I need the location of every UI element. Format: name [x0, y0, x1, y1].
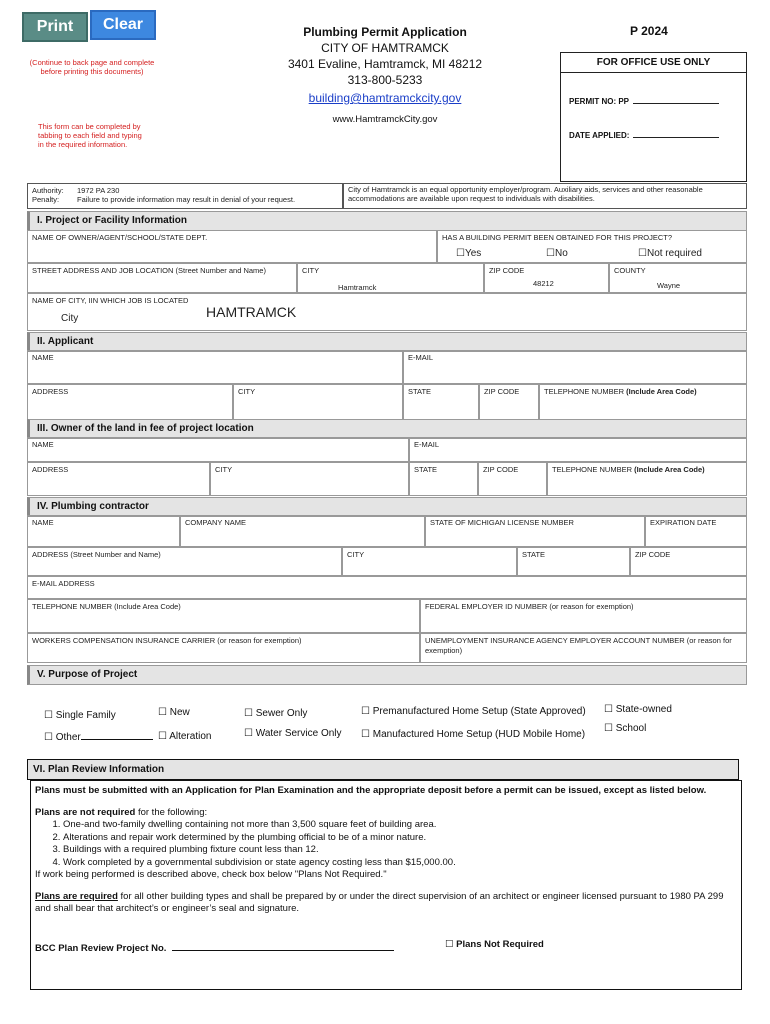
- bcc-project-field[interactable]: BCC Plan Review Project No.: [35, 943, 394, 956]
- exemption-item: 3. Buildings with a required plumbing fixture count less than 12.: [63, 844, 737, 857]
- job-zip-field[interactable]: ZIP CODE 48212: [484, 263, 609, 293]
- owner-land-name-field[interactable]: NAME: [27, 437, 409, 462]
- email-link[interactable]: building@hamtramckcity.gov: [308, 91, 462, 105]
- contractor-address-field[interactable]: ADDRESS (Street Number and Name): [27, 547, 342, 576]
- owner-land-email-field[interactable]: E-MAIL: [409, 437, 747, 462]
- owner-land-address-field[interactable]: ADDRESS: [27, 462, 210, 496]
- permit-obtained-field: HAS A BUILDING PERMIT BEEN OBTAINED FOR THIS PROJECT? ☐Yes ☐No ☐Not required: [437, 230, 747, 263]
- applicant-address-field[interactable]: ADDRESS: [27, 384, 233, 422]
- not-required-checkbox[interactable]: ☐Not required: [638, 248, 702, 259]
- contractor-email-field[interactable]: E-MAIL ADDRESS: [27, 576, 747, 599]
- other-checkbox[interactable]: ☐ Other: [44, 732, 153, 743]
- sewer-only-checkbox[interactable]: ☐ Sewer Only: [244, 708, 308, 719]
- contractor-city-field[interactable]: CITY: [342, 547, 517, 576]
- required-line: Plans are required for all other building types and shall be prepared by or under the direct supervision of an architect or engineer licensed pursuant to 1980 PA 299 and shall bear that architect’s or engineer’s seal and signature.: [35, 890, 724, 914]
- new-checkbox[interactable]: ☐ New: [158, 707, 190, 718]
- owner-land-zip-field[interactable]: ZIP CODE: [478, 462, 547, 496]
- not-required-line: Plans are not required for the following:: [35, 806, 208, 818]
- title-block: [240, 24, 530, 128]
- section-3-header: III. Owner of the land in fee of project location: [27, 419, 747, 439]
- owner-land-city-field[interactable]: CITY: [210, 462, 409, 496]
- applicant-state-field[interactable]: STATE: [403, 384, 479, 422]
- plan-review-box: [30, 780, 742, 990]
- owner-name-field[interactable]: NAME OF OWNER/AGENT/SCHOOL/STATE DEPT.: [27, 230, 437, 263]
- street-address-field[interactable]: STREET ADDRESS AND JOB LOCATION (Street Number and Name): [27, 263, 297, 293]
- yes-checkbox[interactable]: ☐Yes: [456, 248, 482, 259]
- exemption-list: [63, 819, 737, 869]
- exemption-item: 1. One-and two-family dwelling containing not more than 3,500 square feet of building area.: [63, 819, 737, 832]
- owner-land-state-field[interactable]: STATE: [409, 462, 478, 496]
- water-only-checkbox[interactable]: ☐ Water Service Only: [244, 728, 342, 739]
- contractor-name-field[interactable]: NAME: [27, 515, 180, 547]
- state-owned-checkbox[interactable]: ☐ State-owned: [604, 704, 672, 715]
- county-field[interactable]: COUNTY Wayne: [609, 263, 747, 293]
- plans-not-required-checkbox[interactable]: ☐ Plans Not Required: [445, 939, 544, 950]
- unemployment-field[interactable]: UNEMPLOYMENT INSURANCE AGENCY EMPLOYER ACCOUNT NUMBER (or reason for exemption): [420, 633, 747, 663]
- permit-no-field[interactable]: PERMIT NO: PP: [569, 97, 719, 106]
- premanufactured-checkbox[interactable]: ☐ Premanufactured Home Setup (State Approved): [361, 706, 586, 717]
- contractor-zip-field[interactable]: ZIP CODE: [630, 547, 747, 576]
- city-name: CITY OF HAMTRAMCK: [321, 41, 449, 55]
- contractor-fein-field[interactable]: FEDERAL EMPLOYER ID NUMBER (or reason for exemption): [420, 599, 747, 633]
- applicant-name-field[interactable]: NAME: [27, 350, 403, 384]
- form-title: Plumbing Permit Application: [303, 25, 467, 39]
- exemption-item: 2. Alterations and repair work determined by the plumbing official to be of a minor nature.: [63, 832, 737, 845]
- form-code: P 2024: [630, 24, 668, 38]
- eoe-box: City of Hamtramck is an equal opportunity employer/program. Auxiliary aids, services and other reasonable accommodations are available upon request to individuals with disabilities.: [343, 183, 747, 209]
- contractor-company-field[interactable]: COMPANY NAME: [180, 515, 425, 547]
- contractor-state-field[interactable]: STATE: [517, 547, 630, 576]
- applicant-city-field[interactable]: CITY: [233, 384, 403, 422]
- manufactured-checkbox[interactable]: ☐ Manufactured Home Setup (HUD Mobile Home): [361, 729, 586, 740]
- contractor-license-field[interactable]: STATE OF MICHIGAN LICENSE NUMBER: [425, 515, 645, 547]
- alteration-checkbox[interactable]: ☐ Alteration: [158, 731, 212, 742]
- plan-intro: Plans must be submitted with an Application for Plan Examination and the appropriate deposit before a permit can be issued, except as listed below.: [35, 785, 707, 796]
- job-city-field[interactable]: CITY Hamtramck: [297, 263, 484, 293]
- continue-note: (Continue to back page and complete before printing this documents): [29, 58, 155, 76]
- section-5-header: V. Purpose of Project: [27, 665, 747, 685]
- name-city-value: HAMTRAMCK: [206, 304, 297, 320]
- exemption-item: 4. Work completed by a governmental subdivision or state agency costing less than $15,000.00.: [63, 857, 737, 870]
- office-use-box: [560, 52, 747, 182]
- if-work-line: If work being performed is described above, check box below "Plans Not Required.": [35, 869, 387, 880]
- name-city-field[interactable]: NAME OF CITY, IIN WHICH JOB IS LOCATED City HAMTRAMCK: [27, 293, 747, 331]
- workers-comp-field[interactable]: WORKERS COMPENSATION INSURANCE CARRIER (or reason for exemption): [27, 633, 420, 663]
- city-phone: 313-800-5233: [347, 73, 423, 87]
- print-button[interactable]: Print: [22, 12, 88, 42]
- contractor-phone-field[interactable]: TELEPHONE NUMBER (Include Area Code): [27, 599, 420, 633]
- single-family-checkbox[interactable]: ☐ Single Family: [44, 710, 116, 721]
- tabbing-note: This form can be completed by tabbing to each field and typing in the required information.: [38, 122, 142, 149]
- section-1-header: I. Project or Facility Information: [27, 211, 747, 231]
- applicant-phone-field[interactable]: TELEPHONE NUMBER (Include Area Code): [539, 384, 747, 422]
- applicant-zip-field[interactable]: ZIP CODE: [479, 384, 539, 422]
- applicant-email-field[interactable]: E-MAIL: [403, 350, 747, 384]
- school-checkbox[interactable]: ☐ School: [604, 723, 647, 734]
- clear-button[interactable]: Clear: [90, 10, 156, 40]
- no-checkbox[interactable]: ☐No: [546, 248, 568, 259]
- section-6-header: VI. Plan Review Information: [27, 759, 739, 780]
- office-use-title: FOR OFFICE USE ONLY: [561, 53, 746, 73]
- authority-box: Authority: 1972 PA 230 Penalty: Failure to provide information may result in denial of your request.: [27, 183, 343, 209]
- website-link[interactable]: www.HamtramckCity.gov: [332, 114, 438, 125]
- section-2-header: II. Applicant: [27, 332, 747, 352]
- contractor-expiration-field[interactable]: EXPIRATION DATE: [645, 515, 747, 547]
- date-applied-field[interactable]: DATE APPLIED:: [569, 131, 719, 140]
- owner-land-phone-field[interactable]: TELEPHONE NUMBER (Include Area Code): [547, 462, 747, 496]
- section-4-header: IV. Plumbing contractor: [27, 497, 747, 517]
- city-address: 3401 Evaline, Hamtramck, MI 48212: [287, 57, 483, 71]
